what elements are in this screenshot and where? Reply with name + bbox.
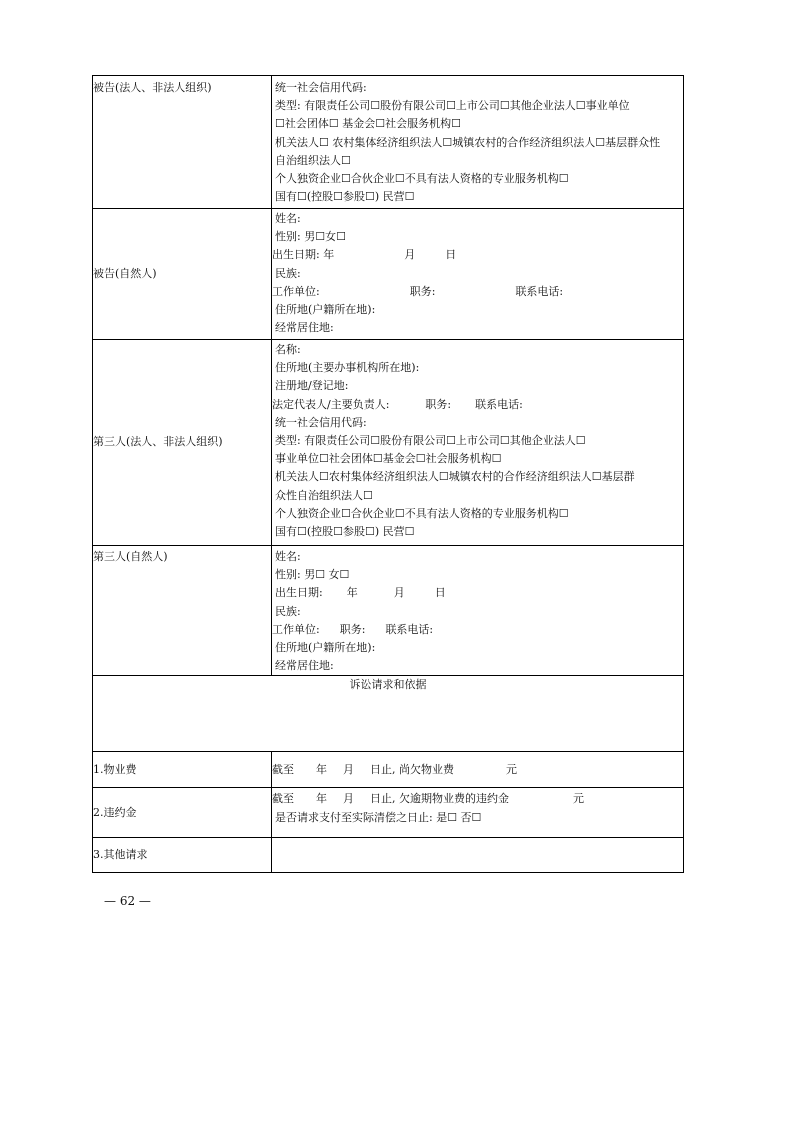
habitual-line: 经常居住地: <box>275 321 334 335</box>
penalty-question-line: 是否请求支付至实际清偿之日止: 是☐ 否☐ <box>275 810 482 824</box>
tpn-ethnicity-line: 民族: <box>275 604 301 618</box>
label-claim-penalty: 2.违约金 <box>93 788 272 838</box>
row-third-party-natural <box>93 546 684 676</box>
tp-reg-line: 注册地/登记地: <box>275 379 349 393</box>
tp-rep-line: 法定代表人/主要负责人: 职务: 联系电话: <box>272 397 523 411</box>
label-claim-other: 3.其他请求 <box>93 838 272 873</box>
gender-line: 性别: 男☐女☐ <box>275 230 346 244</box>
fee-line: 截至 年 月 日止, 尚欠物业费 元 <box>272 762 517 776</box>
label-third-party-natural: 第三人(自然人) <box>93 546 272 676</box>
work-line: 工作单位: 职务: 联系电话: <box>272 284 564 298</box>
birth-line: 出生日期: 年 月 日 <box>272 248 457 262</box>
row-section-title <box>93 676 684 752</box>
value-defendant-natural <box>272 209 684 340</box>
ownership-line: 国有☐(控股☐参股☐) 民营☐ <box>275 190 415 204</box>
name-line: 姓名: <box>275 212 301 225</box>
type-line-1: 类型: 有限责任公司☐股份有限公司☐上市公司☐其他企业法人☐事业单位 <box>275 99 630 113</box>
row-defendant-legal <box>93 76 684 209</box>
row-claim-penalty <box>93 788 684 838</box>
tp-type-line-2: 事业单位☐社会团体☐基金会☐社会服务机构☐ <box>275 452 502 466</box>
tpn-birth-line: 出生日期: 年 月 日 <box>275 586 446 600</box>
tp-type-line-5: 个人独资企业☐合伙企业☐不具有法人资格的专业服务机构☐ <box>275 506 569 520</box>
value-defendant-legal <box>272 76 684 209</box>
row-defendant-natural <box>93 209 684 340</box>
value-claim-penalty <box>272 788 684 838</box>
ethnicity-line: 民族: <box>275 266 301 280</box>
section-title-claims: 诉讼请求和依据 <box>93 676 684 752</box>
type-line-5: 个人独资企业☐合伙企业☐不具有法人资格的专业服务机构☐ <box>275 172 569 186</box>
label-defendant-natural: 被告(自然人) <box>93 209 272 340</box>
value-third-party-legal <box>272 340 684 546</box>
type-line-2: ☐社会团体☐ 基金会☐社会服务机构☐ <box>275 117 461 131</box>
row-third-party-legal <box>93 340 684 546</box>
tpn-gender-line: 性别: 男☐ 女☐ <box>275 568 350 582</box>
tp-name-line: 名称: <box>275 343 301 356</box>
tp-credit-line: 统一社会信用代码: <box>275 415 367 429</box>
tp-type-line-4: 众性自治组织法人☐ <box>275 488 373 502</box>
page-number: — 62 — <box>104 894 151 908</box>
credit-code-line: 统一社会信用代码: <box>275 81 367 94</box>
residence-line: 住所地(户籍所在地): <box>275 303 376 317</box>
value-claim-fee <box>272 752 684 788</box>
tpn-residence-line: 住所地(户籍所在地): <box>275 641 376 655</box>
complaint-form-table <box>92 75 684 873</box>
type-line-3: 机关法人☐ 农村集体经济组织法人☐城镇农村的合作经济组织法人☐基层群众性 <box>275 135 661 149</box>
tp-ownership-line: 国有☐(控股☐参股☐) 民营☐ <box>275 525 415 539</box>
tpn-name-line: 姓名: <box>275 550 301 563</box>
type-line-4: 自治组织法人☐ <box>275 153 351 167</box>
row-claim-fee <box>93 752 684 788</box>
value-third-party-natural <box>272 546 684 676</box>
tp-type-line-1: 类型: 有限责任公司☐股份有限公司☐上市公司☐其他企业法人☐ <box>275 434 586 448</box>
label-defendant-legal: 被告(法人、非法人组织) <box>93 76 272 209</box>
label-third-party-legal: 第三人(法人、非法人组织) <box>93 340 272 546</box>
tp-address-line: 住所地(主要办事机构所在地): <box>275 361 420 375</box>
row-claim-other <box>93 838 684 873</box>
value-claim-other <box>272 838 684 873</box>
label-claim-fee: 1.物业费 <box>93 752 272 788</box>
tp-type-line-3: 机关法人☐农村集体经济组织法人☐城镇农村的合作经济组织法人☐基层群 <box>275 470 635 484</box>
tpn-habitual-line: 经常居住地: <box>275 659 334 673</box>
tpn-work-line: 工作单位: 职务: 联系电话: <box>272 622 434 636</box>
penalty-line: 截至 年 月 日止, 欠逾期物业费的违约金 元 <box>272 792 584 806</box>
